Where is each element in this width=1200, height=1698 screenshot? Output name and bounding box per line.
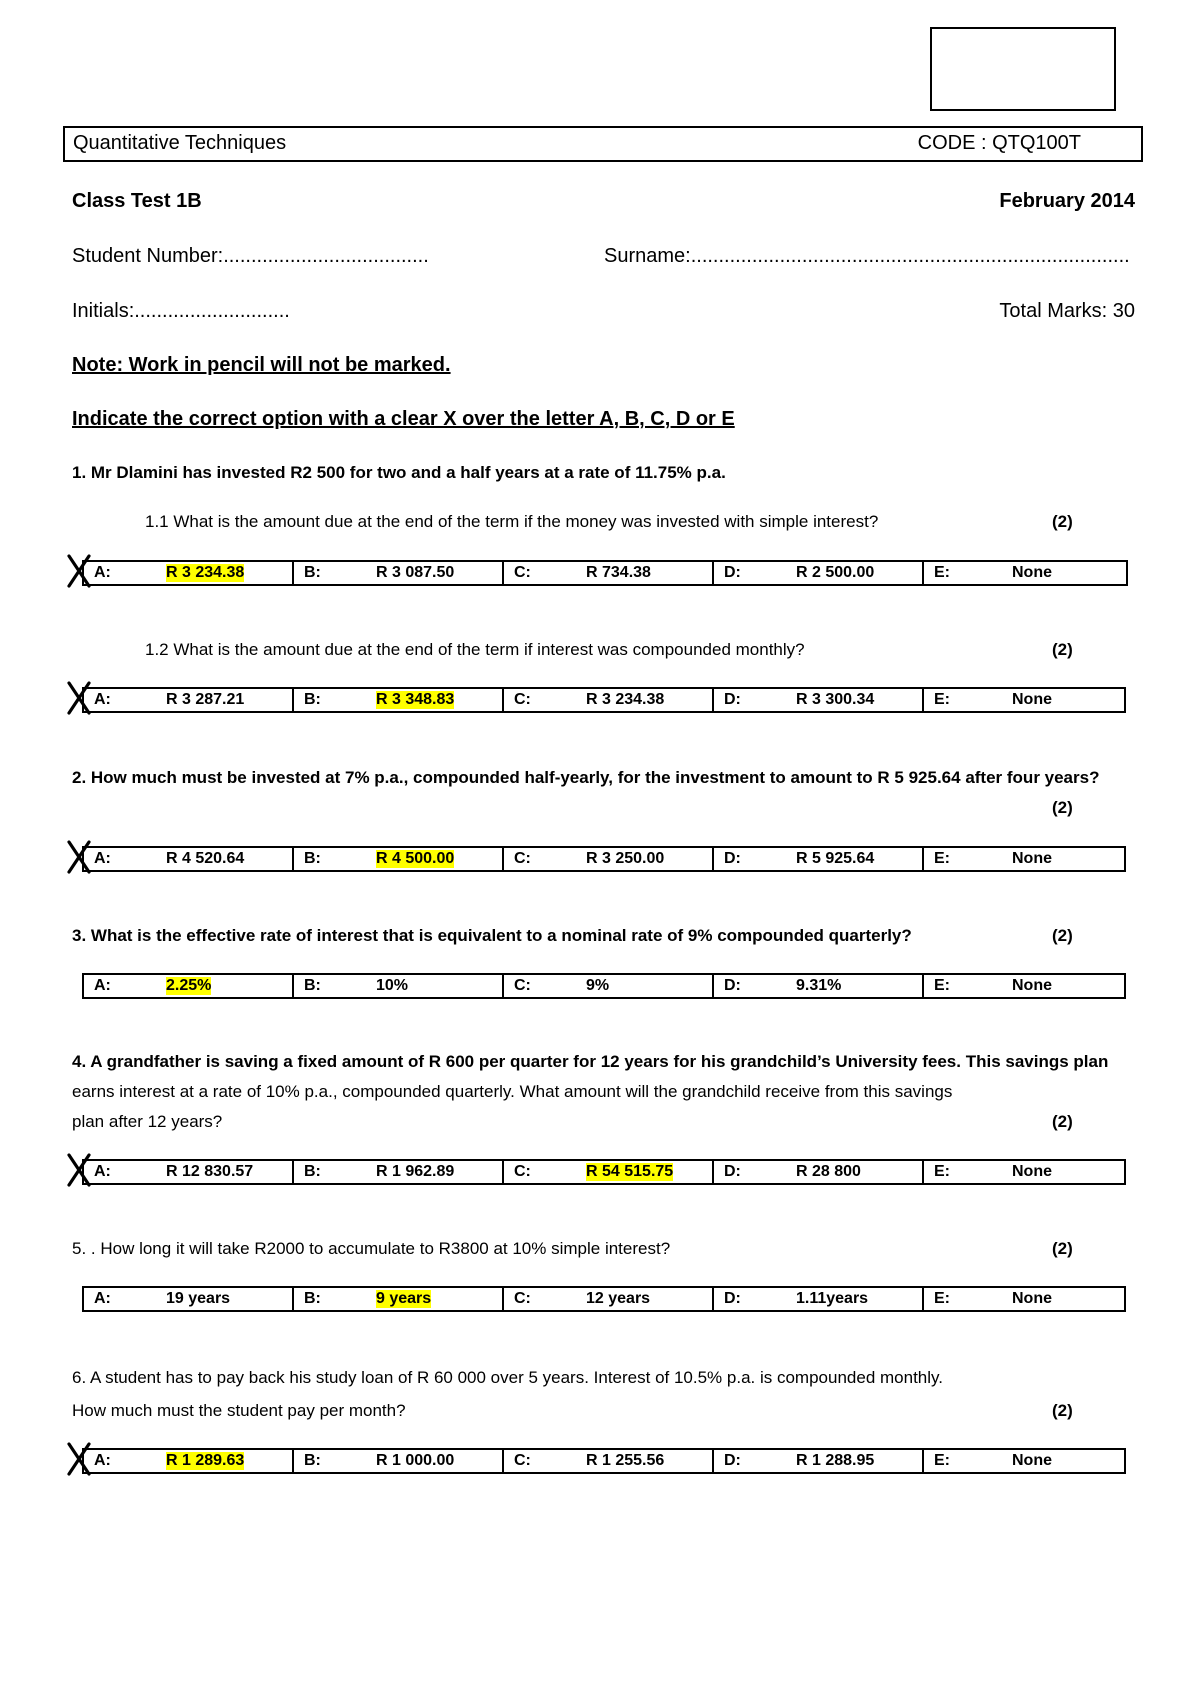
option-value: R 3 250.00 [586, 850, 665, 867]
option-d[interactable] [714, 1161, 924, 1183]
option-letter: C: [514, 1452, 531, 1469]
option-letter: E: [934, 1163, 950, 1180]
option-letter: C: [514, 977, 531, 994]
option-letter: C: [514, 850, 531, 867]
option-letter: A: [94, 691, 111, 708]
option-e[interactable] [924, 975, 1124, 997]
option-value: 12 years [586, 1290, 651, 1307]
option-value: R 3 087.50 [376, 564, 455, 581]
option-value: 10% [376, 977, 409, 994]
option-letter: D: [724, 691, 741, 708]
question-4-line-3: plan after 12 years? [72, 1112, 223, 1131]
option-e[interactable] [924, 1161, 1124, 1183]
option-value: 9.31% [796, 977, 842, 994]
option-b[interactable] [294, 1450, 504, 1472]
x-mark-icon [66, 554, 92, 588]
option-value: R 734.38 [586, 564, 651, 581]
option-d[interactable] [714, 1288, 924, 1310]
marks-5: (2) [1052, 1239, 1073, 1258]
test-name: Class Test 1B [72, 190, 202, 212]
question-1: 1. Mr Dlamini has invested R2 500 for two and a half years at a rate of 11.75% p.a. [72, 463, 726, 482]
option-letter: A: [94, 1452, 111, 1469]
option-value: None [1012, 564, 1052, 581]
option-letter: D: [724, 1290, 741, 1307]
option-letter: E: [934, 850, 950, 867]
option-e[interactable] [924, 562, 1126, 584]
highlighted-answer: 2.25% [166, 977, 212, 994]
instruction: Indicate the correct option with a clear X over the letter A, B, C, D or E [72, 408, 735, 430]
highlighted-answer: R 4 500.00 [376, 850, 455, 867]
option-value: R 1 288.95 [796, 1452, 875, 1469]
option-letter: D: [724, 850, 741, 867]
option-e[interactable] [924, 1288, 1124, 1310]
answer-row-1-2 [82, 687, 1126, 713]
question-5: 5. . How long it will take R2000 to accumulate to R3800 at 10% simple interest? [72, 1239, 671, 1258]
option-c[interactable] [504, 975, 714, 997]
option-value: None [1012, 1163, 1052, 1180]
option-a[interactable] [84, 1288, 294, 1310]
option-letter: C: [514, 1163, 531, 1180]
marks-2: (2) [1052, 798, 1073, 817]
answer-row-5 [82, 1286, 1126, 1312]
option-c[interactable] [504, 689, 714, 711]
option-value: R 5 925.64 [796, 850, 875, 867]
option-b[interactable] [294, 1288, 504, 1310]
question-3: 3. What is the effective rate of interest that is equivalent to a nominal rate of 9% compounded quarterly? [72, 926, 912, 945]
option-value: R 1 255.56 [586, 1452, 665, 1469]
initials-field[interactable]: Initials:............................ [72, 300, 290, 322]
answer-row-6 [82, 1448, 1126, 1474]
option-a[interactable] [84, 562, 294, 584]
option-d[interactable] [714, 562, 924, 584]
option-d[interactable] [714, 689, 924, 711]
option-letter: A: [94, 977, 111, 994]
option-a[interactable] [84, 1161, 294, 1183]
option-letter: B: [304, 850, 321, 867]
option-letter: E: [934, 1452, 950, 1469]
option-c[interactable] [504, 1288, 714, 1310]
highlighted-answer: 9 years [376, 1290, 432, 1307]
highlighted-answer: R 1 289.63 [166, 1452, 245, 1469]
highlighted-answer: R 54 515.75 [586, 1163, 674, 1180]
question-6-line-2: How much must the student pay per month? [72, 1401, 406, 1420]
option-letter: E: [934, 977, 950, 994]
option-letter: D: [724, 1163, 741, 1180]
question-2: 2. How much must be invested at 7% p.a., compounded half-yearly, for the investment to amount to R 5 925.64 after four years? [72, 768, 1100, 787]
option-value: R 1 000.00 [376, 1452, 455, 1469]
option-b[interactable] [294, 975, 504, 997]
total-marks: Total Marks: 30 [999, 300, 1135, 322]
option-d[interactable] [714, 975, 924, 997]
option-b[interactable] [294, 689, 504, 711]
option-letter: B: [304, 1163, 321, 1180]
surname-field[interactable]: Surname:............................................................................... [604, 245, 1130, 267]
option-b[interactable] [294, 1161, 504, 1183]
option-letter: A: [94, 564, 111, 581]
option-value: None [1012, 1290, 1052, 1307]
option-a[interactable] [84, 1450, 294, 1472]
option-value: R 3 300.34 [796, 691, 875, 708]
x-mark-icon [66, 1153, 92, 1187]
option-letter: C: [514, 564, 531, 581]
answer-row-1-1 [82, 560, 1128, 586]
question-6-line-1: 6. A student has to pay back his study loan of R 60 000 over 5 years. Interest of 10.5% p.a. is compounded monthly. [72, 1368, 943, 1387]
option-c[interactable] [504, 562, 714, 584]
student-number-field[interactable]: Student Number:..................................... [72, 245, 429, 267]
option-value: R 28 800 [796, 1163, 861, 1180]
option-c[interactable] [504, 1161, 714, 1183]
answer-row-2 [82, 846, 1126, 872]
question-1-2: 1.2 What is the amount due at the end of the term if interest was compounded monthly? [145, 640, 805, 659]
option-d[interactable] [714, 1450, 924, 1472]
highlighted-answer: R 3 348.83 [376, 691, 455, 708]
option-e[interactable] [924, 848, 1124, 870]
option-letter: C: [514, 691, 531, 708]
answer-row-4 [82, 1159, 1126, 1185]
option-letter: E: [934, 564, 950, 581]
marks-3: (2) [1052, 926, 1073, 945]
title-bar [63, 126, 1143, 162]
x-mark-icon [66, 1442, 92, 1476]
subject-title: Quantitative Techniques [73, 132, 287, 154]
option-letter: B: [304, 977, 321, 994]
option-d[interactable] [714, 848, 924, 870]
note: Note: Work in pencil will not be marked. [72, 354, 451, 376]
question-4-line-2: earns interest at a rate of 10% p.a., compounded quarterly. What amount will the grandchild receive from this savings [72, 1082, 953, 1101]
option-value: 19 years [166, 1290, 231, 1307]
option-a[interactable] [84, 689, 294, 711]
option-value: 9% [586, 977, 610, 994]
question-4-line-1: 4. A grandfather is saving a fixed amount of R 600 per quarter for 12 years for his grandchild’s University fees. This savings plan [72, 1052, 1109, 1071]
x-mark-icon [66, 681, 92, 715]
option-value: None [1012, 977, 1052, 994]
option-letter: D: [724, 1452, 741, 1469]
option-value: R 2 500.00 [796, 564, 875, 581]
option-letter: B: [304, 564, 321, 581]
option-value: R 3 234.38 [586, 691, 665, 708]
option-letter: A: [94, 1163, 111, 1180]
option-value: R 4 520.64 [166, 850, 245, 867]
option-letter: C: [514, 1290, 531, 1307]
option-c[interactable] [504, 848, 714, 870]
marks-1-2: (2) [1052, 640, 1073, 659]
answer-row-3 [82, 973, 1126, 999]
option-letter: B: [304, 1452, 321, 1469]
marks-6: (2) [1052, 1401, 1073, 1420]
option-letter: A: [94, 850, 111, 867]
highlighted-answer: R 3 234.38 [166, 564, 245, 581]
option-b[interactable] [294, 848, 504, 870]
test-date: February 2014 [999, 190, 1135, 212]
option-value: 1.11years [796, 1290, 869, 1307]
marks-4: (2) [1052, 1112, 1073, 1131]
option-letter: B: [304, 691, 321, 708]
option-c[interactable] [504, 1450, 714, 1472]
option-letter: D: [724, 977, 741, 994]
mark-box [930, 27, 1116, 111]
option-letter: E: [934, 1290, 950, 1307]
option-e[interactable] [924, 689, 1124, 711]
x-mark-icon [66, 840, 92, 874]
option-letter: D: [724, 564, 741, 581]
option-letter: B: [304, 1290, 321, 1307]
option-e[interactable] [924, 1450, 1124, 1472]
course-code: CODE : QTQ100T [917, 132, 1081, 154]
option-letter: A: [94, 1290, 111, 1307]
option-value: None [1012, 850, 1052, 867]
option-a[interactable] [84, 848, 294, 870]
option-value: R 12 830.57 [166, 1163, 254, 1180]
option-a[interactable] [84, 975, 294, 997]
option-value: R 3 287.21 [166, 691, 245, 708]
option-value: None [1012, 691, 1052, 708]
option-value: R 1 962.89 [376, 1163, 455, 1180]
marks-1-1: (2) [1052, 512, 1073, 531]
option-b[interactable] [294, 562, 504, 584]
option-letter: E: [934, 691, 950, 708]
option-value: None [1012, 1452, 1052, 1469]
question-1-1: 1.1 What is the amount due at the end of the term if the money was invested with simple interest? [145, 512, 879, 531]
